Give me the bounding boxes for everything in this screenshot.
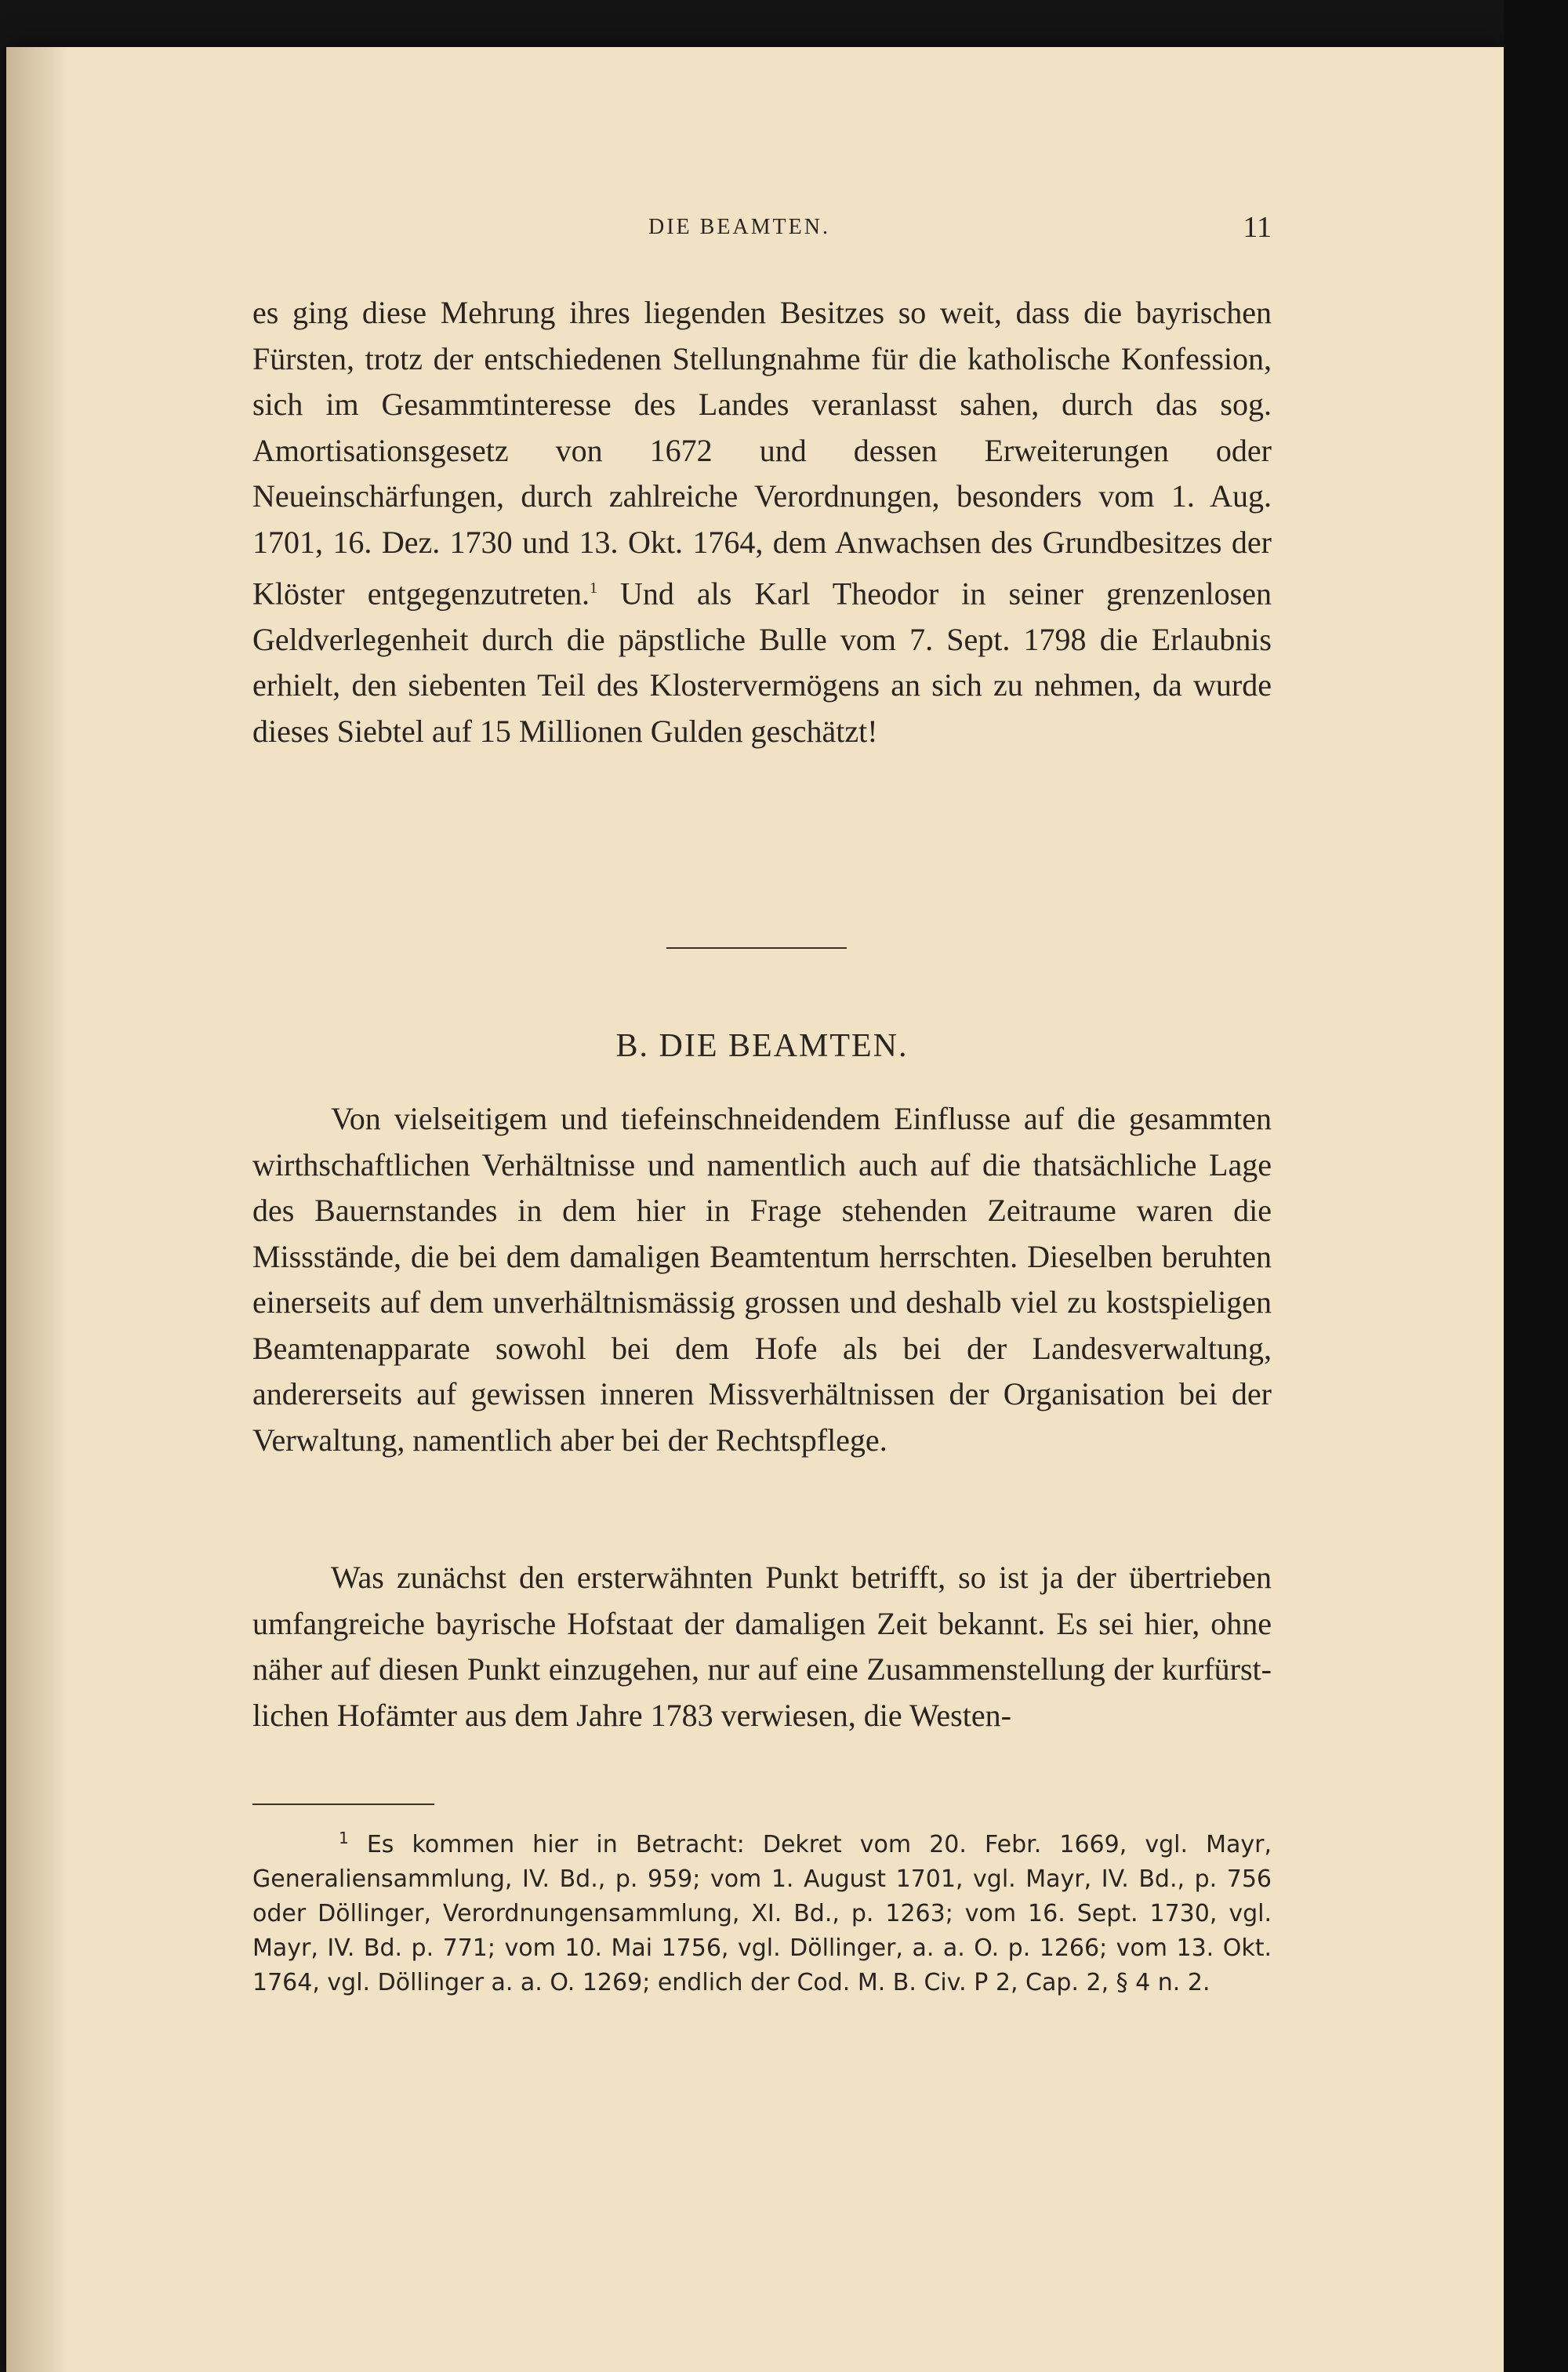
page-number: 11 (1243, 211, 1272, 244)
footnote-number: 1 (339, 1829, 349, 1847)
paragraph-1-continuation: Und als Karl Theodor in seiner grenzenlosen Geldverlegenheit durch die päpstliche Bulle vom 7. Sept. 1798 die Erlaubnis erhielt, den siebenten Teil des Klostervermögens an sich zu nehmen, da wurde dieses Siebtel auf 15 Millionen Gulden geschätzt! (252, 576, 1272, 749)
footnote-rule (252, 1804, 434, 1805)
scan-background (1504, 0, 1568, 2372)
paragraph-1-text: es ging diese Mehrung ihres liegenden Besitzes so weit, dass die bayrischen Fürsten, trotz der entschiedenen Stellungnahme für die katholische Konfession, sich im Gesammtinteresse des Landes veranlasst sahen, durch das sog. Amortisationsgesetz von 1672 und dessen Erweiterungen oder Neueinschärfungen, durch zahlreiche Verordnungen, besonders vom 1. Aug. 1701, 16. Dez. 1730 und 13. Okt. 1764, dem Anwachsen des Grundbesitzes der Klöster entgegenzutreten. (252, 295, 1272, 612)
page-gutter-shadow (6, 47, 69, 2372)
running-title: DIE BEAMTEN. (648, 215, 830, 239)
section-separator (666, 947, 847, 949)
footnote (252, 1821, 1272, 2000)
running-head (252, 210, 1272, 249)
footnote-text: Es kommen hier in Betracht: Dekret vom 20. Febr. 1669, vgl. Mayr, Generaliensammlung, IV. Bd., p. 959; vom 1. August 1701, vgl. Mayr, IV. Bd., p. 756 oder Döllinger, Verordnungensammlung, XI. Bd., p. 1263; vom 16. Sept. 1730, vgl. Mayr, IV. Bd. p. 771; vom 10. Mai 1756, vgl. Döllinger, a. a. O. p. 1266; vom 13. Okt. 1764, vgl. Döllinger a. a. O. 1269; endlich der Cod. M. B. Civ. P 2, Cap. 2, § 4 n. 2. (252, 1831, 1272, 1996)
footnote-marker: 1 (589, 579, 597, 597)
paragraph-1 (252, 290, 1272, 754)
paragraph-3: Was zunächst den ersterwähnten Punkt betrifft, so ist ja der übertrieben umfangreiche bayrische Hofstaat der damaligen Zeit bekannt. Es sei hier, ohne näher auf diesen Punkt einzugehen, nur auf eine Zusammenstellung der kurfürstlichen Hofämter aus dem Jahre 1783 verwiesen, die Westen- (252, 1560, 1272, 1733)
paragraph-2: Von vielseitigem und tiefeinschneidendem Einflusse auf die gesammten wirthschaftlichen Verhältnisse und namentlich auch auf die thatsächliche Lage des Bauernstandes in dem hier in Frage stehenden Zeitraume waren die Missstände, die bei dem damaligen Beamtentum herrschten. Dieselben beruhten einerseits auf dem unverhältnismässig grossen und deshalb viel zu kostspieligen Beamtenapparate sowohl bei dem Hofe als bei der Landesverwaltung, andererseits auf gewissen inneren Missverhältnissen der Organisation bei der Verwaltung, namentlich aber bei der Rechtspflege. (252, 1101, 1272, 1458)
section-heading: B. DIE BEAMTEN. (615, 1028, 909, 1064)
